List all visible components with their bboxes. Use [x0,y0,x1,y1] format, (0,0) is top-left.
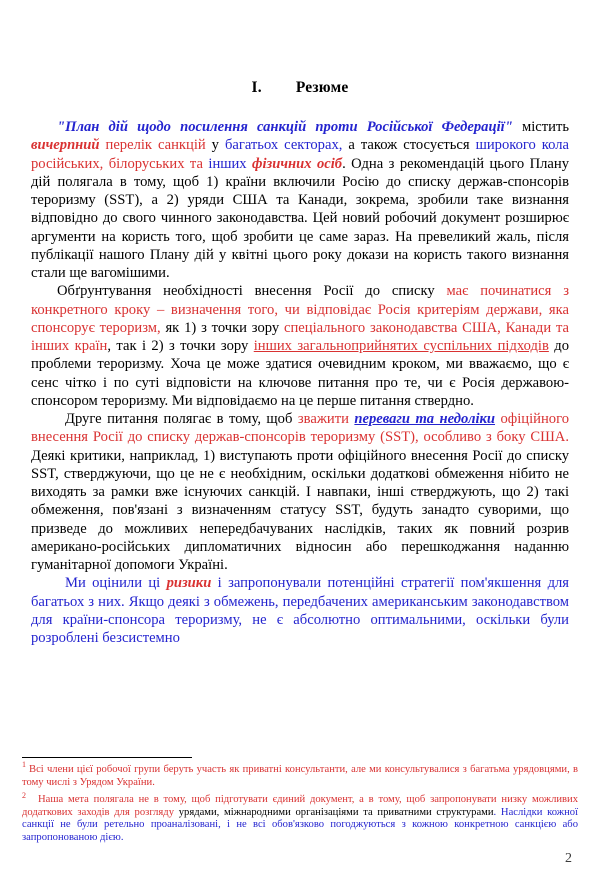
p3-run-5: Деякі критики, наприклад, 1) виступають проти офіційного внесення Росії до списку SST, стверджуючи, що це не є необхідним, оскільки додаткові обмеження нібито не виходять за рамки вже існуючих санкцій. І навпаки, інші стверджують, що 2) такі обмеження, пов'язані з визначенням статусу SST, будуть занадто суворими, що призведе до можливих непередбачуваних наслідків, таких як повний розрив американо-російських дипломатичних відносин або перешкоджання наданню гуманітарної допомоги Україні. [31,447,569,573]
p2-run-5: , так і 2) з точки зору [107,338,254,354]
paragraph-2 [31,282,569,410]
p1-run-4: у [205,137,225,154]
p2-run-7: до проблеми тероризму. Хоча це може здатися очевидним кроком, ми вважаємо, що є сенс чітко і по суті відповісти на ключове питання про те, чи є Росія державою-спонсором тероризму. Ми відповідаємо на це перше питання ствердно. [31,338,569,409]
p1-run-11: . Одна з рекомендацій цього Плану дій полягала в тому, щоб 1) країни включили Росію до списку держав-спонсорів тероризму (SST), а 2) уряди США та Канади, зокрема, зробили таке визнання відповідно до свого чинного законодавства. Цей новий робочий документ розширює аргументи на користь того, щоб зробити це саме зараз. На превеликий жаль, після публікації нашого Плану дій у квітні цього року докази на користь такого визнання стали ще вагомішими. [31,155,570,281]
footnote-1-text: Всі члени цієї робочої групи беруть участь як приватні консультанти, але ми консультувалися з багатьма урядовцями, в тому числі з Урядом України. [22,764,578,788]
footnotes-section [22,757,578,850]
p1-run-2: містить [512,119,569,135]
paragraph-1 [31,118,569,282]
p3-run-3: переваги та недоліки [354,411,496,427]
page-title [31,0,569,97]
p2-run-6: інших загальноприйнятих суспільних підходів [253,338,549,354]
p4-run-3: і запропонували потенційні стратегії пом'якшення для багатьох з них. Якщо деякі з обмежень, передбачених американським законодавством для країни-спонсора тероризму, не є абсолютно оптимальними, оскільки були розроблені безсистемно [31,575,569,646]
section-title: Резюме [295,79,349,96]
footnote-2-run-1: Наша мета полягала не в тому, щоб підготувати єдиний документ, а в тому, щоб запропонувати низку можливих додаткових заходів для розгляду [22,794,578,818]
p3-run-1: Друге питання полягає в тому, щоб [65,411,298,427]
p1-run-6: а також стосується [342,137,476,154]
p1-run-5: багатьох секторах, [224,137,343,154]
p2-run-1: Обґрунтування необхідності внесення Росії до списку [57,283,447,300]
page-number: 2 [565,851,572,866]
p2-run-3: як 1) з точки зору [160,319,284,336]
page-content [31,0,569,647]
p1-run-7: широкого кола [475,137,569,154]
p2-run-2: має починатися з конкретного кроку – визначення того, чи відповідає Росія критеріям держави, яка спонсорує тероризм, [31,283,569,336]
paragraph-3 [31,410,569,574]
paragraph-4 [31,574,569,647]
p3-run-4: офіційного внесення Росії до списку держав-спонсорів тероризму (SST), особливо з боку США. [31,411,569,446]
p4-run-2: ризики [166,575,212,592]
footnote-separator [22,757,192,758]
footnote-1 [22,760,578,789]
footnote-2-run-2: урядами, міжнародними організаціями та приватними структурами [178,806,494,818]
p4-run-1: Ми оцінили ці [65,575,167,592]
p1-run-9: інших [208,155,253,172]
footnote-1-marker: 1 [22,760,26,770]
footnote-2-marker: 2 [22,790,26,800]
section-numeral: I. [251,79,262,96]
p3-run-2: зважити [297,411,355,427]
footnote-2 [22,790,579,844]
p1-run-3: вичерпний перелік санкцій [31,137,206,154]
p1-run-8: російських, білоруських та [31,155,209,172]
plan-title-quote: "План дій щодо посилення санкцій проти Російської Федерації" [57,119,513,135]
p1-run-10: фізичних осіб [252,155,343,172]
p2-run-4: спеціального законодавства США, Канади та інших країн [31,319,569,354]
footnote-2-run-3: . Наслідки кожної санкції не були ретельно проаналізовані, і не всі обов'язково погоджуються з кожною конкретною санкцією або запропонованою дією. [22,806,579,843]
